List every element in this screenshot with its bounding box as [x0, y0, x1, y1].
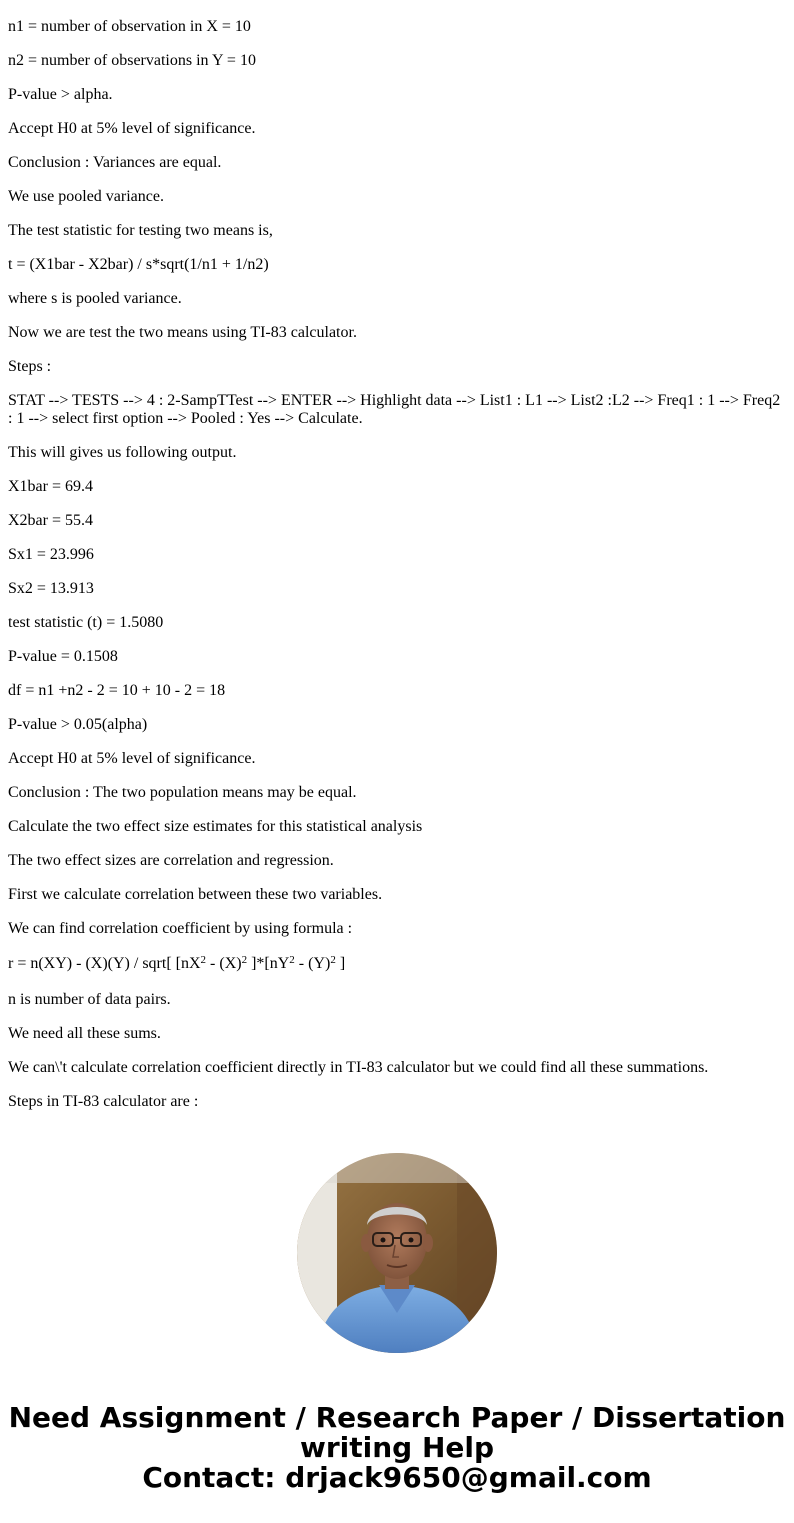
formula-superscript: 2 — [330, 954, 336, 966]
text-line: Steps in TI-83 calculator are : — [8, 1093, 199, 1110]
contact-banner — [0, 1403, 794, 1493]
author-photo-image — [297, 1153, 497, 1353]
text-line: We can find correlation coefficient by using formula : — [8, 920, 353, 937]
text-line: STAT --> TESTS --> 4 : 2-SampTTest --> ENTER --> Highlight data --> List1 : L1 --> List2 :L2 --> Freq1 : 1 --> Freq2 : 1 --> select first option --> Pooled : Yes --> Calculate. — [8, 392, 781, 427]
text-line: n is number of data pairs. — [8, 991, 171, 1008]
formula-part: r = n(XY) - (X)(Y) / sqrt[ [nX — [8, 955, 201, 972]
text-line: We use pooled variance. — [8, 188, 164, 205]
text-line: X1bar = 69.4 — [8, 478, 94, 495]
text-line: First we calculate correlation between these two variables. — [8, 886, 383, 903]
text-line: Conclusion : Variances are equal. — [8, 154, 222, 171]
text-line: t = (X1bar - X2bar) / s*sqrt(1/n1 + 1/n2) — [8, 256, 269, 273]
text-line: P-value > 0.05(alpha) — [8, 716, 148, 733]
text-line: Sx1 = 23.996 — [8, 546, 94, 563]
text-line: Sx2 = 13.913 — [8, 580, 94, 597]
text-line: We can\'t calculate correlation coefficient directly in TI-83 calculator but we could find all these summations. — [8, 1059, 709, 1076]
text-line: Now we are test the two means using TI-83 calculator. — [8, 324, 357, 341]
formula-superscript: 2 — [241, 954, 248, 966]
text-line: X2bar = 55.4 — [8, 512, 94, 529]
formula-part: ] — [335, 955, 346, 972]
text-line: P-value = 0.1508 — [8, 648, 118, 665]
author-photo — [297, 1153, 497, 1353]
document-body — [8, 0, 786, 1127]
banner-line: Need Assignment / Research Paper / Dissertation — [8, 1401, 786, 1434]
text-line: n2 = number of observations in Y = 10 — [8, 52, 256, 69]
formula-superscript: 2 — [200, 954, 207, 966]
text-line: P-value > alpha. — [8, 86, 113, 103]
text-line: The two effect sizes are correlation and regression. — [8, 852, 334, 869]
correlation-formula — [8, 954, 786, 974]
contact-email: Contact: drjack9650@gmail.com — [142, 1461, 652, 1494]
text-line: where s is pooled variance. — [8, 290, 182, 307]
banner-line: writing Help — [299, 1431, 495, 1464]
formula-part: - (X) — [206, 955, 242, 972]
text-line — [8, 0, 786, 2]
text-line: Conclusion : The two population means may be equal. — [8, 784, 357, 801]
text-line: Accept H0 at 5% level of significance. — [8, 120, 256, 137]
text-line: n1 = number of observation in X = 10 — [8, 18, 251, 35]
text-line: This will gives us following output. — [8, 444, 237, 461]
text-line: Accept H0 at 5% level of significance. — [8, 750, 256, 767]
text-line: df = n1 +n2 - 2 = 10 + 10 - 2 = 18 — [8, 682, 226, 699]
text-line: The test statistic for testing two means is, — [8, 222, 273, 239]
text-line: Steps : — [8, 358, 52, 375]
formula-superscript: 2 — [289, 954, 295, 966]
text-line: test statistic (t) = 1.5080 — [8, 614, 164, 631]
text-line: Calculate the two effect size estimates for this statistical analysis — [8, 818, 423, 835]
text-line: We need all these sums. — [8, 1025, 161, 1042]
formula-part: - (Y) — [294, 955, 331, 972]
formula-part: ]*[nY — [247, 955, 290, 972]
